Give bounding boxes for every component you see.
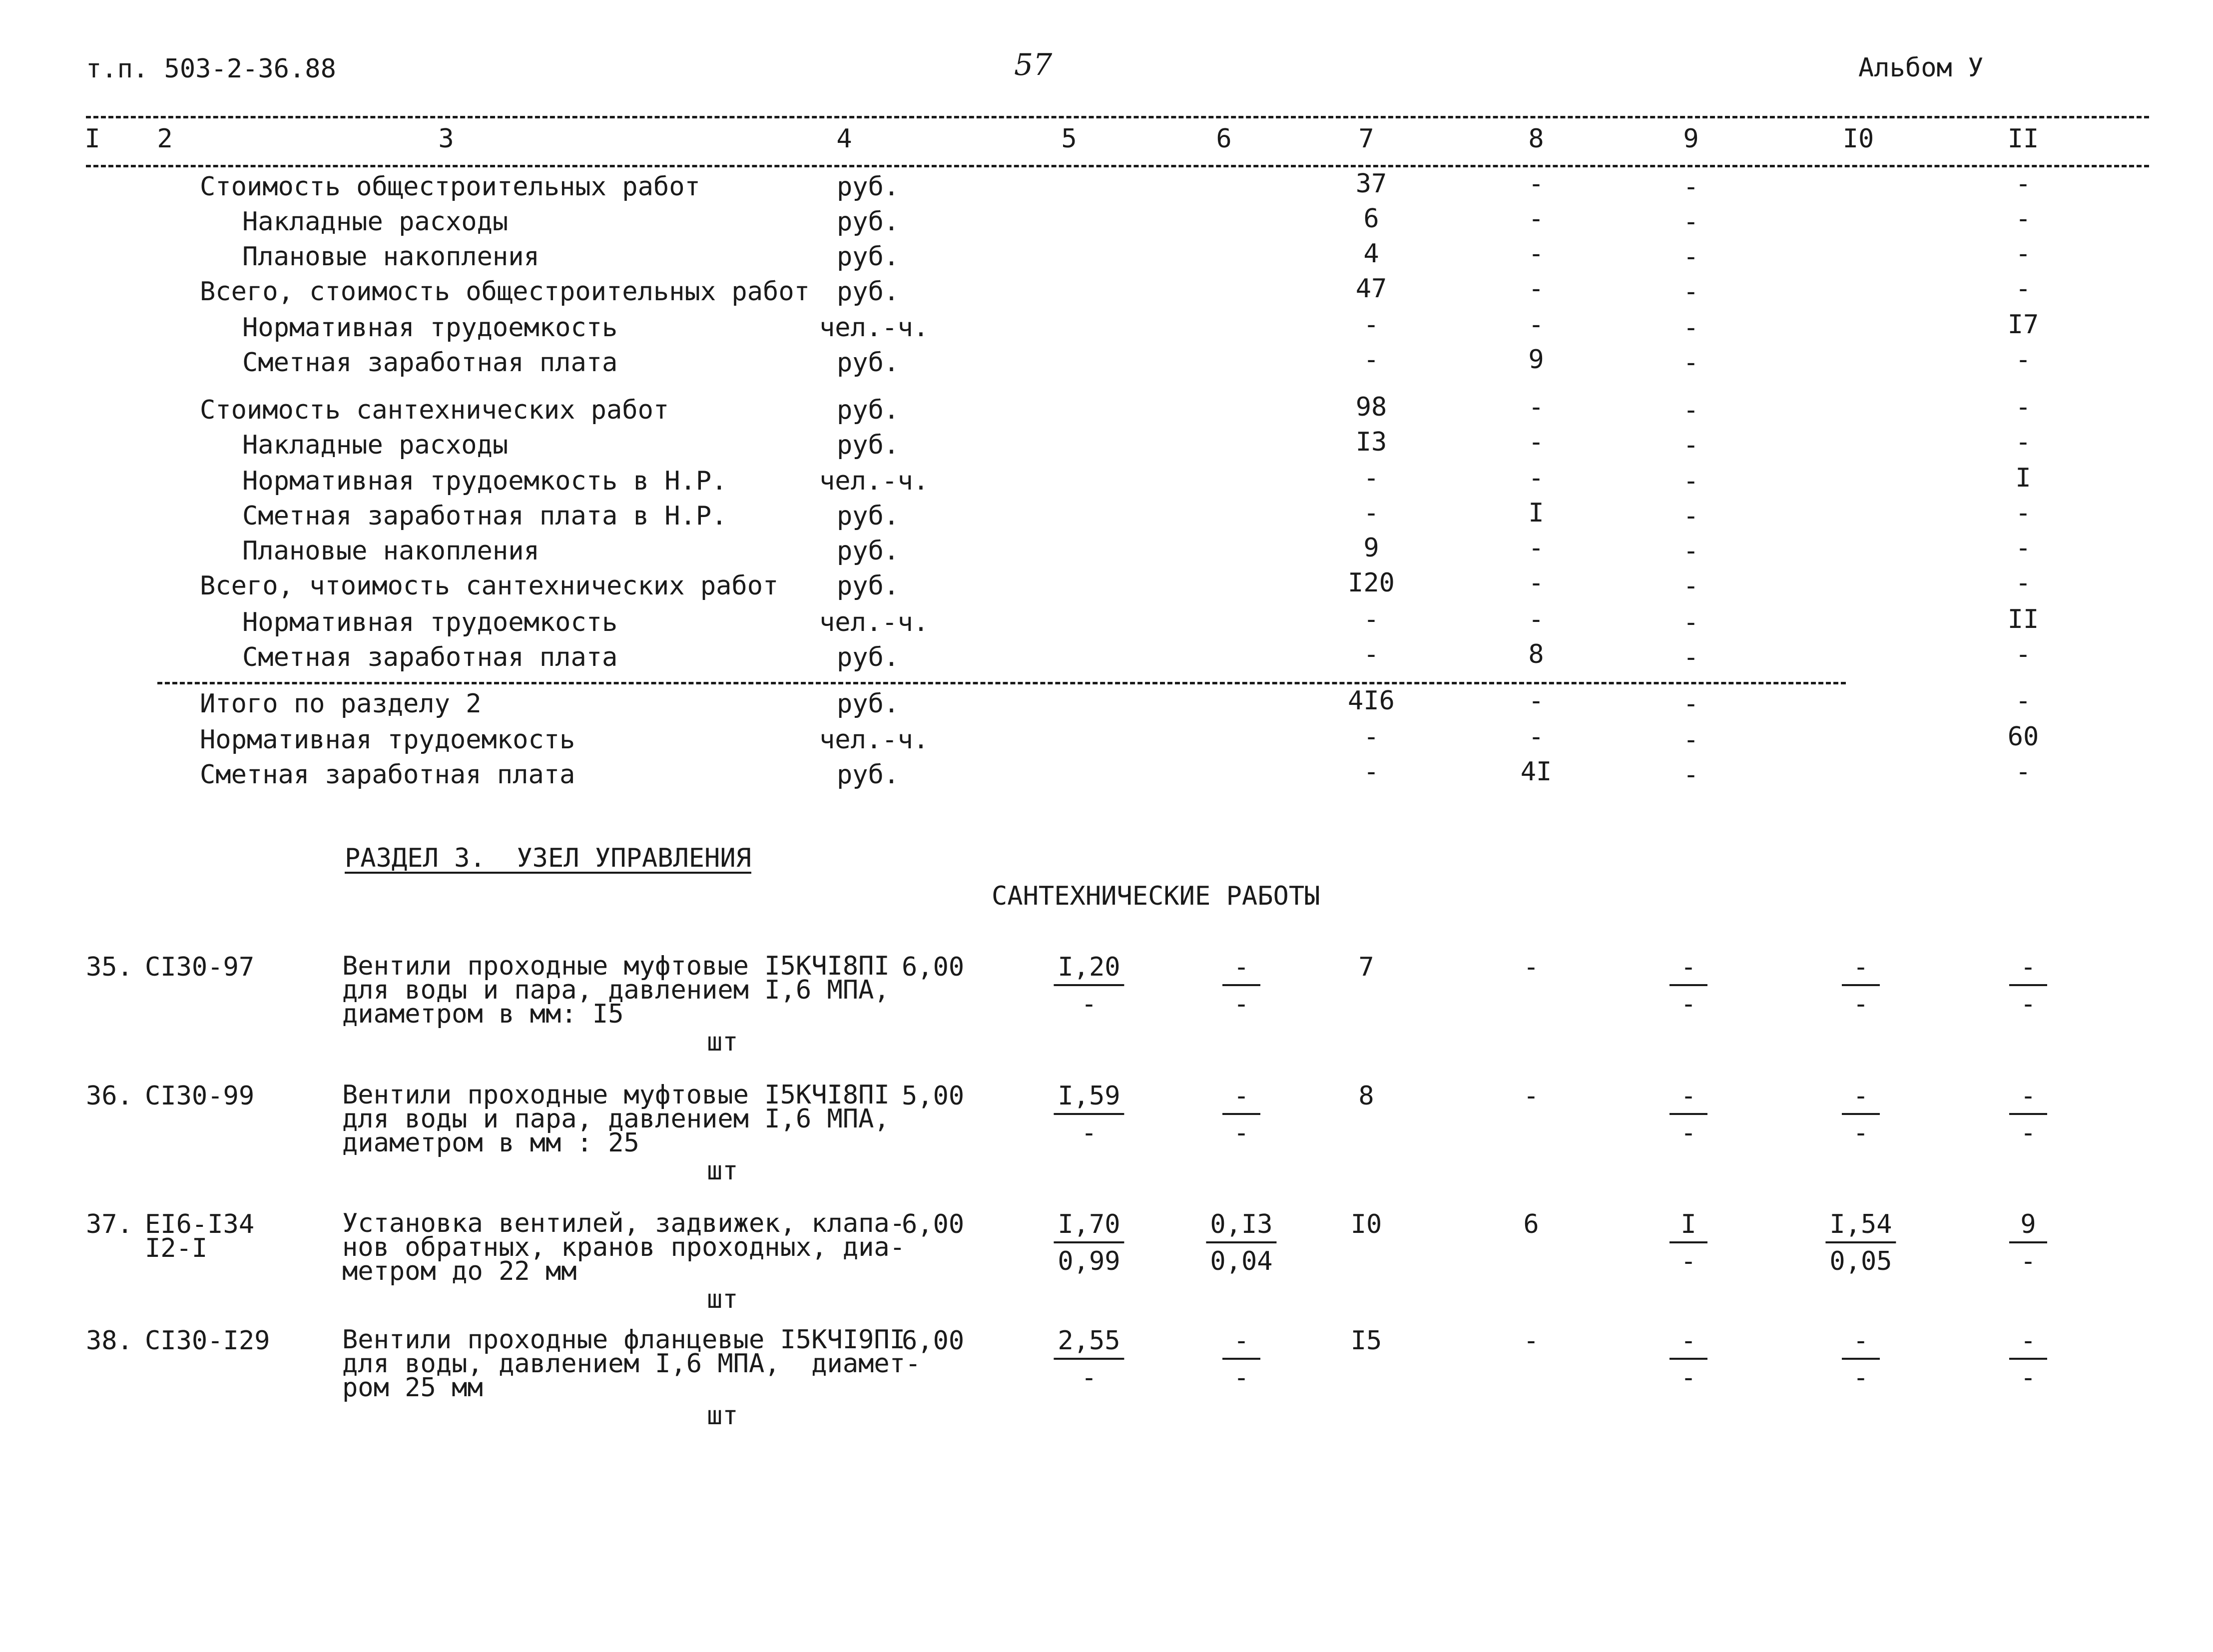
item-col11-denominator: -	[2020, 1246, 2036, 1276]
item-description-line: нов обратных, кранов проходных, диа-	[342, 1232, 906, 1262]
summary-row-col9: -	[1683, 207, 1699, 237]
item-col10-numerator: -	[1842, 1083, 1880, 1115]
summary-row-col8: -	[1528, 392, 1544, 422]
summary-row-col7: -	[1363, 498, 1379, 528]
item-code: СI30-I29	[145, 1326, 270, 1356]
summary-row-unit: руб.	[837, 536, 900, 566]
item-description-line: метром до 22 мм	[342, 1256, 577, 1286]
item-col11	[2009, 1328, 2047, 1391]
summary-row-col7: -	[1363, 345, 1379, 375]
summary-row-col9: -	[1683, 395, 1699, 425]
summary-row-unit: руб.	[837, 172, 900, 202]
summary-row-col11: I	[2015, 463, 2031, 493]
summary-row-label: Накладные расходы	[242, 430, 509, 460]
item-col11-numerator: -	[2009, 1328, 2047, 1360]
summary-row-col7: 6	[1363, 204, 1379, 234]
summary-row-col8: -	[1528, 533, 1544, 563]
summary-row-col7: I3	[1355, 427, 1387, 457]
item-number: 35.	[86, 952, 133, 982]
summary-row-label: Стоимость общестроительных работ	[200, 172, 700, 202]
totals-row-col7: -	[1363, 722, 1379, 752]
summary-row-col9: -	[1683, 466, 1699, 496]
item-col4: 6,00	[902, 1326, 965, 1356]
item-col10	[1842, 1083, 1880, 1146]
item-col5-denominator: -	[1081, 1363, 1097, 1393]
item-col9-numerator: -	[1669, 1328, 1707, 1360]
summary-row-col11: -	[2015, 204, 2031, 234]
totals-row-col7: -	[1363, 757, 1379, 787]
summary-row-col8: -	[1528, 169, 1544, 199]
summary-row-col9: -	[1683, 313, 1699, 343]
summary-row-col9: -	[1683, 642, 1699, 672]
item-description-line: ром 25 мм	[342, 1373, 483, 1403]
summary-row-unit: чел.-ч.	[819, 313, 929, 343]
item-col5-denominator: -	[1081, 1118, 1097, 1148]
item-description-line: диаметром в мм : 25	[342, 1128, 639, 1158]
summary-row-label: Плановые накопления	[242, 536, 540, 566]
item-col7: 7	[1358, 952, 1374, 982]
item-col9-numerator: -	[1669, 1083, 1707, 1115]
summary-row-col7: -	[1363, 604, 1379, 634]
summary-row-col11: I7	[2007, 310, 2039, 340]
totals-row-col8: -	[1528, 722, 1544, 752]
summary-row-col9: -	[1683, 277, 1699, 307]
summary-row-col7: -	[1363, 639, 1379, 669]
totals-row-unit: чел.-ч.	[819, 725, 929, 755]
summary-row-col11: -	[2015, 274, 2031, 304]
item-description-line: диаметром в мм: I5	[342, 999, 624, 1029]
totals-row-unit: руб.	[837, 689, 900, 719]
summary-row-label: Всего, чтоимость сантехнических работ	[200, 571, 779, 601]
summary-row-col11: -	[2015, 533, 2031, 563]
summary-row-label: Сметная заработная плата	[242, 348, 618, 378]
item-col5-numerator: I,70	[1054, 1211, 1124, 1243]
subtotal-rule	[157, 682, 1846, 684]
item-col10-numerator: I,54	[1825, 1211, 1896, 1243]
summary-row-col9: -	[1683, 348, 1699, 378]
totals-row-col9: -	[1683, 760, 1699, 790]
totals-row-label: Итого по разделу 2	[200, 689, 482, 719]
header-bottom-rule	[86, 165, 2149, 167]
item-col9	[1669, 954, 1707, 1017]
item-col10-denominator: -	[1853, 989, 1869, 1019]
item-col10-numerator: -	[1842, 954, 1880, 986]
summary-row-label: Сметная заработная плата в Н.Р.	[242, 501, 727, 531]
page-number: 57	[1014, 47, 1053, 82]
item-col11-numerator: 9	[2009, 1211, 2047, 1243]
header-top-rule	[86, 116, 2149, 118]
item-col9-denominator: -	[1680, 1363, 1696, 1393]
item-col11-numerator: -	[2009, 954, 2047, 986]
summary-row-col11: -	[2015, 345, 2031, 375]
summary-row-unit: руб.	[837, 207, 900, 237]
summary-row-unit: чел.-ч.	[819, 607, 929, 637]
item-col4: 6,00	[902, 1209, 965, 1239]
summary-row-col9: -	[1683, 501, 1699, 531]
summary-row-col9: -	[1683, 242, 1699, 272]
item-col8: -	[1523, 1326, 1539, 1356]
item-col11-denominator: -	[2020, 1118, 2036, 1148]
summary-row-col8: I	[1528, 498, 1544, 528]
summary-row-col8: -	[1528, 274, 1544, 304]
item-unit: шт	[707, 1027, 738, 1057]
item-col7: I5	[1350, 1326, 1382, 1356]
summary-row-col9: -	[1683, 607, 1699, 637]
item-col11-denominator: -	[2020, 1363, 2036, 1393]
item-col6-denominator: -	[1233, 1363, 1249, 1393]
summary-row-col8: 8	[1528, 639, 1544, 669]
summary-row-col8: -	[1528, 310, 1544, 340]
totals-row-col9: -	[1683, 725, 1699, 755]
summary-row-col8: -	[1528, 204, 1544, 234]
summary-row-col7: 98	[1355, 392, 1387, 422]
item-col5	[1054, 1083, 1124, 1146]
item-col6-numerator: -	[1222, 1328, 1260, 1360]
item-col10-denominator: 0,05	[1829, 1246, 1892, 1276]
doc-code: т.п. 503-2-36.88	[86, 54, 336, 84]
item-col11	[2009, 1211, 2047, 1274]
totals-row-col8: 4I	[1520, 757, 1552, 787]
column-number: 6	[1216, 124, 1232, 154]
summary-row-col9: -	[1683, 430, 1699, 460]
summary-row-col7: 9	[1363, 533, 1379, 563]
item-description-line: для воды и пара, давлением I,6 МПА,	[342, 1104, 890, 1134]
summary-row-unit: чел.-ч.	[819, 466, 929, 496]
summary-row-label: Стоимость сантехнических работ	[200, 395, 669, 425]
item-col10-numerator: -	[1842, 1328, 1880, 1360]
totals-row-col11: -	[2015, 686, 2031, 716]
item-col9-numerator: -	[1669, 954, 1707, 986]
item-col4: 6,00	[902, 952, 965, 982]
column-number: 4	[836, 124, 852, 154]
summary-row-col8: -	[1528, 427, 1544, 457]
column-number: 2	[157, 124, 173, 154]
column-number: 8	[1528, 124, 1544, 154]
summary-row-col11: -	[2015, 239, 2031, 269]
item-number: 36.	[86, 1081, 133, 1111]
summary-row-col7: 4	[1363, 239, 1379, 269]
summary-row-col11: -	[2015, 392, 2031, 422]
summary-row-label: Сметная заработная плата	[242, 642, 618, 672]
item-col6	[1222, 1083, 1260, 1146]
item-col7: I0	[1350, 1209, 1382, 1239]
item-col6-numerator: -	[1222, 954, 1260, 986]
summary-row-col9: -	[1683, 172, 1699, 202]
item-number: 37.	[86, 1209, 133, 1239]
totals-row-col8: -	[1528, 686, 1544, 716]
item-col5	[1054, 1328, 1124, 1391]
summary-row-col11: -	[2015, 639, 2031, 669]
summary-row-col11: -	[2015, 568, 2031, 598]
summary-row-label: Накладные расходы	[242, 207, 509, 237]
item-col6-denominator: -	[1233, 1118, 1249, 1148]
summary-row-col11: -	[2015, 498, 2031, 528]
item-col5-numerator: 2,55	[1054, 1328, 1124, 1360]
column-number: 9	[1683, 124, 1699, 154]
summary-row-col11: -	[2015, 427, 2031, 457]
item-col11-numerator: -	[2009, 1083, 2047, 1115]
item-code: I2-I	[145, 1233, 208, 1263]
item-description-line: Вентили проходные муфтовые I5КЧI8ПI	[342, 951, 890, 981]
summary-row-col8: -	[1528, 239, 1544, 269]
item-col6-numerator: -	[1222, 1083, 1260, 1115]
item-col5-numerator: I,20	[1054, 954, 1124, 986]
summary-row-unit: руб.	[837, 642, 900, 672]
item-col11	[2009, 954, 2047, 1017]
item-code: ЕI6-I34	[145, 1209, 255, 1239]
column-number: I0	[1842, 124, 1874, 154]
item-col6	[1206, 1211, 1276, 1274]
column-number: 7	[1358, 124, 1374, 154]
summary-row-unit: руб.	[837, 395, 900, 425]
item-unit: шт	[707, 1401, 738, 1431]
column-number: 3	[438, 124, 454, 154]
item-col6	[1222, 1328, 1260, 1391]
item-col8: -	[1523, 1081, 1539, 1111]
item-col10	[1825, 1211, 1896, 1274]
summary-row-col7: -	[1363, 310, 1379, 340]
item-description-line: Вентили проходные муфтовые I5КЧI8ПI	[342, 1080, 890, 1110]
summary-row-col8: -	[1528, 568, 1544, 598]
item-col6-denominator: 0,04	[1210, 1246, 1273, 1276]
item-col6-numerator: 0,I3	[1206, 1211, 1276, 1243]
item-col6	[1222, 954, 1260, 1017]
item-col9-denominator: -	[1680, 1246, 1696, 1276]
item-code: СI30-97	[145, 952, 255, 982]
item-col10	[1842, 1328, 1880, 1391]
column-number: 5	[1061, 124, 1077, 154]
item-col8: -	[1523, 952, 1539, 982]
item-col10-denominator: -	[1853, 1363, 1869, 1393]
section-title: РАЗДЕЛ 3. УЗЕЛ УПРАВЛЕНИЯ	[345, 843, 751, 873]
item-number: 38.	[86, 1326, 133, 1356]
column-number: II	[2007, 124, 2039, 154]
summary-row-col9: -	[1683, 571, 1699, 601]
summary-row-unit: руб.	[837, 571, 900, 601]
item-col6-denominator: -	[1233, 989, 1249, 1019]
item-unit: шт	[707, 1284, 738, 1314]
summary-row-unit: руб.	[837, 277, 900, 307]
totals-row-label: Нормативная трудоемкость	[200, 725, 575, 755]
item-col4: 5,00	[902, 1081, 965, 1111]
item-code: СI30-99	[145, 1081, 255, 1111]
item-col9	[1669, 1211, 1707, 1274]
section-subtitle: САНТЕХНИЧЕСКИЕ РАБОТЫ	[992, 881, 1320, 911]
item-col5	[1054, 1211, 1124, 1274]
item-col9	[1669, 1083, 1707, 1146]
totals-row-col11: 60	[2007, 722, 2039, 752]
summary-row-unit: руб.	[837, 430, 900, 460]
summary-row-col8: 9	[1528, 345, 1544, 375]
totals-row-col11: -	[2015, 757, 2031, 787]
item-description-line: для воды и пара, давлением I,6 МПА,	[342, 975, 890, 1005]
summary-row-unit: руб.	[837, 501, 900, 531]
item-col5-numerator: I,59	[1054, 1083, 1124, 1115]
item-description-line: для воды, давлением I,6 МПА, диамет-	[342, 1349, 921, 1379]
summary-row-col7: 47	[1355, 274, 1387, 304]
item-col11	[2009, 1083, 2047, 1146]
item-col7: 8	[1358, 1081, 1374, 1111]
item-col9-denominator: -	[1680, 989, 1696, 1019]
item-col9-denominator: -	[1680, 1118, 1696, 1148]
item-col9	[1669, 1328, 1707, 1391]
totals-row-col7: 4I6	[1348, 686, 1395, 716]
summary-row-unit: руб.	[837, 348, 900, 378]
item-unit: шт	[707, 1156, 738, 1186]
item-description-line: Вентили проходные фланцевые I5КЧI9ПI	[342, 1325, 906, 1355]
column-number: I	[84, 124, 100, 154]
summary-row-col9: -	[1683, 536, 1699, 566]
totals-row-unit: руб.	[837, 760, 900, 790]
item-col5	[1054, 954, 1124, 1017]
summary-row-label: Всего, стоимость общестроительных работ	[200, 277, 810, 307]
summary-row-col8: -	[1528, 604, 1544, 634]
summary-row-col7: I20	[1348, 568, 1395, 598]
item-col9-numerator: I	[1669, 1211, 1707, 1243]
summary-row-unit: руб.	[837, 242, 900, 272]
item-col5-denominator: 0,99	[1058, 1246, 1120, 1276]
summary-row-label: Нормативная трудоемкость	[242, 313, 618, 343]
summary-row-col7: -	[1363, 463, 1379, 493]
item-col5-denominator: -	[1081, 989, 1097, 1019]
summary-row-col7: 37	[1355, 169, 1387, 199]
summary-row-col8: -	[1528, 463, 1544, 493]
item-description-line: Установка вентилей, задвижек, клапа-	[342, 1208, 906, 1238]
summary-row-label: Нормативная трудоемкость в Н.Р.	[242, 466, 727, 496]
summary-row-label: Нормативная трудоемкость	[242, 607, 618, 637]
summary-row-col11: -	[2015, 169, 2031, 199]
totals-row-label: Сметная заработная плата	[200, 760, 575, 790]
summary-row-label: Плановые накопления	[242, 242, 540, 272]
summary-row-col11: II	[2007, 604, 2039, 634]
album-label: Альбом У	[1858, 53, 1984, 83]
item-col10	[1842, 954, 1880, 1017]
totals-row-col9: -	[1683, 689, 1699, 719]
item-col8: 6	[1523, 1209, 1539, 1239]
item-col11-denominator: -	[2020, 989, 2036, 1019]
item-col10-denominator: -	[1853, 1118, 1869, 1148]
